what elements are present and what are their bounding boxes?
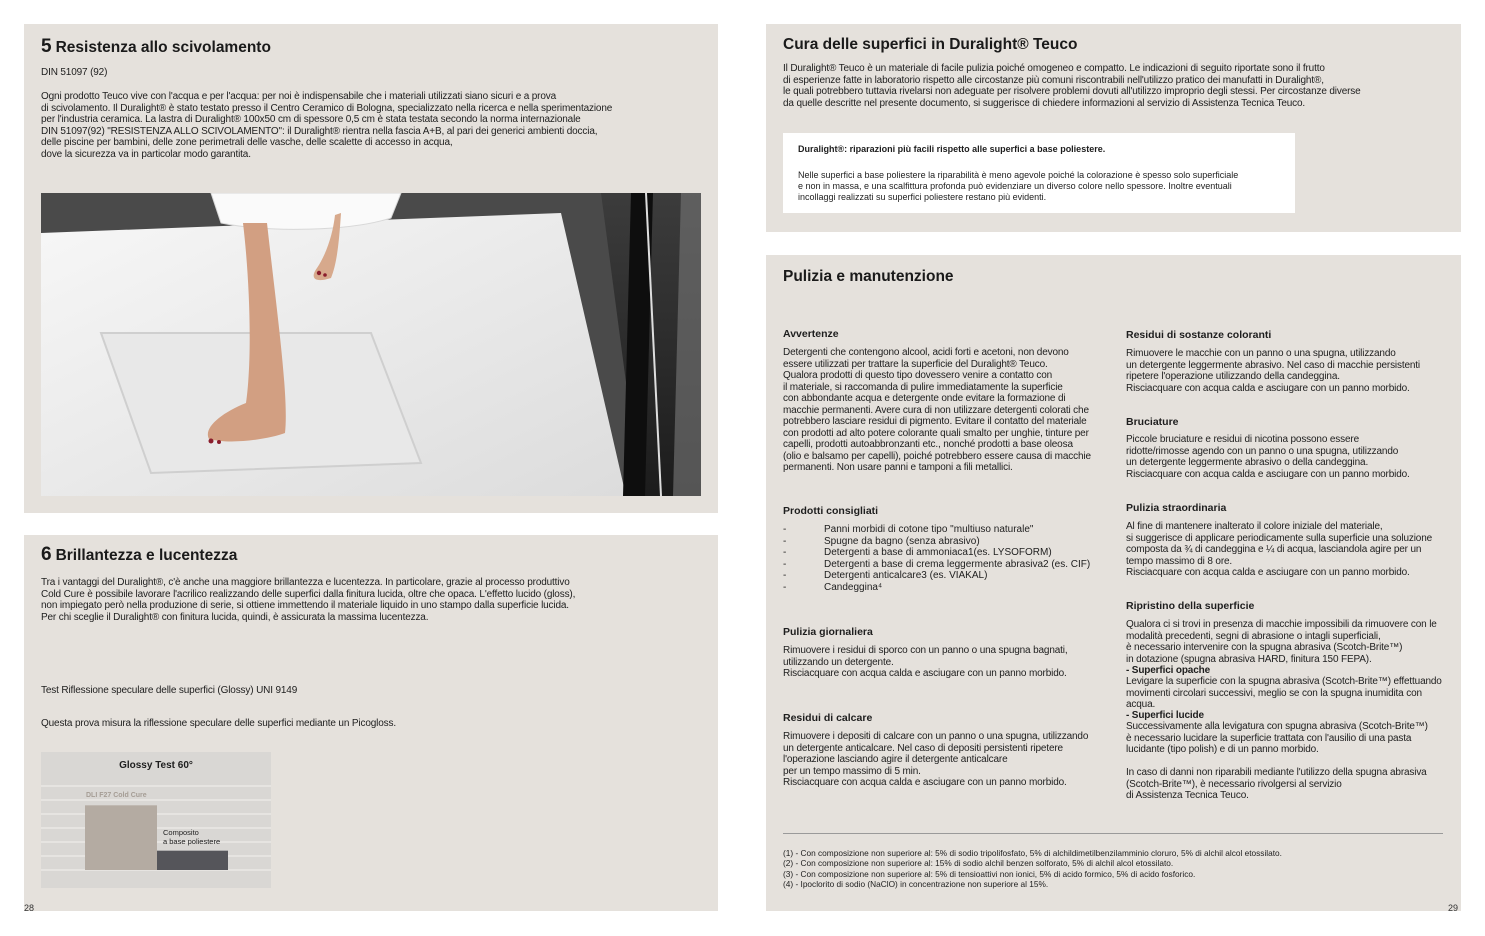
chart-bar-cold-cure bbox=[85, 805, 157, 870]
chart-label-polyester: Composito a base poliestere bbox=[163, 828, 221, 846]
giornaliera-body: Rimuovere i residui di sporco con un panno o una spugna bagnati, utilizzando un detergente. Risciacquare con acqua calda e asciugare con un panno morbido. bbox=[783, 645, 1068, 679]
superfici-lucide-body: Successivamente alla levigatura con spugna abrasiva (Scotch-Brite™) è necessario lucidare la superficie trattata con l'ausilio di una pasta lucidante (tipo polish) e di un panno morbido. bbox=[1126, 721, 1428, 755]
section-6-title: Brillantezza e lucentezza bbox=[55, 547, 238, 564]
avvertenze-body: Detergenti che contengono alcool, acidi forti e acetoni, non devono essere utilizzati per trattare la superficie del Duralight® Teuco. Qualora prodotti di questo tipo dovessero venire a contatto con il materiale, si raccomanda di pulire immediatamente la superficie con abbondante acqua e detergente onde evitare la formazione di macchie permanenti. Avere cura di non utilizzare detergenti colorati che potrebbero lasciare residui di pigmento. Evitare il contatto del materiale con prodotti ad alto potere colorante quali smalto per unghie, tinture per capelli, prodotti autoabbronzanti etc., nonché prodotti a base oleosa (olio e balsamo per capelli), poiché potrebbero essere causa di macchie permanenti. Non usare panni e tamponi a fili metallici. bbox=[783, 347, 1091, 473]
bullet-dash: - bbox=[783, 524, 787, 535]
cura-title: Cura delle superfici in Duralight® Teuco bbox=[783, 36, 1078, 53]
section-5-body: Ogni prodotto Teuco vive con l'acqua e per l'acqua: per noi è indispensabile che i materiali utilizzati siano sicuri e a prova di scivolamento. Il Duralight® è stato testato presso il Centro Ceramico di Bologna, specializzato nella ricerca e nella sperimentazione per l'industria ceramica. La lastra di Duralight® 100x50 cm di spessore 0,5 cm è stata testata secondo la norma internazionale DIN 51097(92) "RESISTENZA ALLO SCIVOLAMENTO": il Duralight® rientra nella fascia A+B, al pari dei generici ambienti doccia, delle piscine per bambini, delle zone perimetrali delle vasche, delle scalette di accesso in acqua, dove la sicurezza va in particolar modo garantita. bbox=[41, 91, 613, 160]
section-6-heading bbox=[41, 544, 237, 566]
chart-label-cold-cure: DLI F27 Cold Cure bbox=[86, 792, 147, 799]
coloranti-title: Residui di sostanze coloranti bbox=[1126, 329, 1272, 341]
footnote-divider bbox=[783, 833, 1443, 834]
gloss-test-label: Test Riflessione speculare delle superfici (Glossy) UNI 9149 bbox=[41, 685, 298, 696]
footnote-1: (1) - Con composizione non superiore al: 5% di sodio tripolifosfato, 5% di alchildimetilbenzilamminio cloruro, 5% di alchil alcol etossilato. bbox=[783, 848, 1282, 858]
section-5-number: 5 bbox=[41, 36, 52, 57]
calcare-title: Residui di calcare bbox=[783, 712, 873, 724]
repair-note-body: Nelle superfici a base poliestere la riparabilità è meno agevole poiché la colorazione è spesso solo superficiale e non in massa, e una scalfittura profonda può evidenziare un diverso colore nello spessore. Inoltre eventuali incollaggi realizzati su superfici poliestere restano più evidenti. bbox=[798, 170, 1239, 202]
prodotti-title: Prodotti consigliati bbox=[783, 505, 879, 517]
prodotti-item-text: Detergenti a base di ammoniaca1(es. LYSOFORM) bbox=[824, 547, 1052, 558]
repair-note-box bbox=[783, 133, 1295, 213]
bullet-dash: - bbox=[783, 558, 787, 570]
chart-title: Glossy Test 60° bbox=[119, 760, 193, 771]
repair-note-title: Duralight®: riparazioni più facili rispetto alle superfici a base poliestere. bbox=[798, 144, 1106, 154]
gloss-test-description: Questa prova misura la riflessione speculare delle superfici mediante un Picogloss. bbox=[41, 718, 396, 729]
avvertenze-title: Avvertenze bbox=[783, 328, 839, 340]
prodotti-item-text: Candeggina⁴ bbox=[824, 581, 883, 593]
footnote-4: (4) - Ipoclorito di sodio (NaClO) in concentrazione non superiore al 15%. bbox=[783, 878, 1049, 889]
pulizia-title: Pulizia e manutenzione bbox=[783, 268, 954, 285]
bruciature-title: Bruciature bbox=[1126, 416, 1179, 428]
prodotti-item-text: Panni morbidi di cotone tipo "multiuso naturale" bbox=[824, 524, 1034, 535]
shower-tray-photo bbox=[41, 193, 701, 496]
superfici-opache-title: - Superfici opache bbox=[1126, 665, 1210, 676]
section-5-title: Resistenza allo scivolamento bbox=[55, 39, 271, 56]
ripristino-body: Qualora ci si trovi in presenza di macchie impossibili da rimuovere con le modalità precedenti, segni di abrasione o intagli superficiali, è necessario intervenire con la spugna abrasiva (Scotch-Brite™) in dotazione (spugna abrasiva HARD, finitura 150 FEPA). bbox=[1126, 619, 1437, 665]
cura-body: Il Duralight® Teuco è un materiale di facile pulizia poiché omogeneo e compatto. Le indicazioni di seguito riportate sono il frutto di esperienze fatte in laboratorio rispetto alle circostanze più comuni riscontrabili nell'utilizzo pratico dei manufatti in Duralight®, le quali potrebbero tuttavia rivelarsi non adeguate per risolvere problemi dovuti all'utilizzo improprio degli stessi. Per circostanze diverse da quelle descritte nel presente documento, si suggerisce di chiedere informazioni al servizio di Assistenza Tecnica Teuco. bbox=[783, 63, 1361, 109]
bullet-dash: - bbox=[783, 547, 787, 558]
ripristino-title: Ripristino della superficie bbox=[1126, 600, 1255, 612]
straordinaria-body: Al fine di mantenere inalterato il colore iniziale del materiale, si suggerisce di applicare periodicamente sulla superficie una soluzione composta da ¾ di candeggina e ¼ di acqua, lasciandola agire per un tempo massimo di 8 ore. Risciacquare con acqua calda e asciugare con un panno morbido. bbox=[1126, 521, 1433, 578]
chart-plot bbox=[41, 752, 271, 888]
giornaliera-title: Pulizia giornaliera bbox=[783, 626, 873, 638]
chart-bar-polyester bbox=[157, 851, 228, 870]
section-5-subtitle: DIN 51097 (92) bbox=[41, 67, 108, 78]
straordinaria-title: Pulizia straordinaria bbox=[1126, 502, 1227, 514]
ripristino-closing: In caso di danni non riparabili mediante l'utilizzo della spugna abrasiva (Scotch-Brite™), è necessario rivolgersi al servizio di Assistenza Tecnica Teuco. bbox=[1126, 767, 1427, 801]
bullet-dash: - bbox=[783, 581, 787, 593]
prodotti-item-text: Spugne da bagno (senza abrasivo) bbox=[824, 535, 980, 547]
bullet-dash: - bbox=[783, 535, 787, 547]
bullet-dash: - bbox=[783, 570, 787, 581]
section-6-body: Tra i vantaggi del Duralight®, c'è anche una maggiore brillantezza e lucentezza. In particolare, grazie al processo produttivo Cold Cure è possibile lavorare l'acrilico realizzando delle superfici dalla finitura lucida, oltre che opaca. L'effetto lucido (gloss), non impiegato però nella produzione di serie, si ottiene immettendo il materiale liquido in uno stampo dalla superficie lucida. Per chi sceglie il Duralight® con finitura lucida, quindi, è assicurata la massima lucentezza. bbox=[41, 577, 576, 623]
coloranti-body: Rimuovere le macchie con un panno o una spugna, utilizzando un detergente leggermente abrasivo. Nel caso di macchie persistenti ripetere l'operazione utilizzando della candeggina. Risciacquare con acqua calda e asciugare con un panno morbido. bbox=[1126, 348, 1421, 394]
footnote-2: (2) - Con composizione non superiore al: 15% di sodio alchil benzen solforato, 5% di alchil alcol etossilato. bbox=[783, 858, 1174, 869]
footnote-3: (3) - Con composizione non superiore al: 5% di tensioattivi non ionici, 5% di acido formico, 5% di acido fosforico. bbox=[783, 868, 1196, 879]
bruciature-body: Piccole bruciature e residui di nicotina possono essere ridotte/rimosse agendo con un panno o una spugna, utilizzando un detergente leggermente abrasivo o della candeggina. Risciacquare con acqua calda e asciugare con un panno morbido. bbox=[1126, 434, 1410, 480]
page-number-right: 29 bbox=[1448, 903, 1459, 913]
page-number-left: 28 bbox=[24, 903, 35, 913]
section-5-heading bbox=[41, 36, 271, 58]
calcare-body: Rimuovere i depositi di calcare con un panno o una spugna, utilizzando un detergente anticalcare. Nel caso di depositi persistenti ripetere l'operazione lasciando agire il detergente anticalcare per un tempo massimo di 5 min. Risciacquare con acqua calda e asciugare con un panno morbido. bbox=[783, 731, 1089, 788]
prodotti-item-text: Detergenti anticalcare3 (es. VIAKAL) bbox=[824, 570, 988, 581]
superfici-lucide-title: - Superfici lucide bbox=[1126, 710, 1204, 721]
superfici-opache-body: Levigare la superficie con la spugna abrasiva (Scotch-Brite™) effettuando movimenti circolari successivi, meglio se con la spugna inumidita con acqua. bbox=[1126, 676, 1442, 710]
glossy-test-chart bbox=[41, 752, 271, 888]
prodotti-item-text: Detergenti a base di crema leggermente abrasiva2 (es. CIF) bbox=[824, 558, 1091, 570]
section-6-number: 6 bbox=[41, 544, 52, 565]
